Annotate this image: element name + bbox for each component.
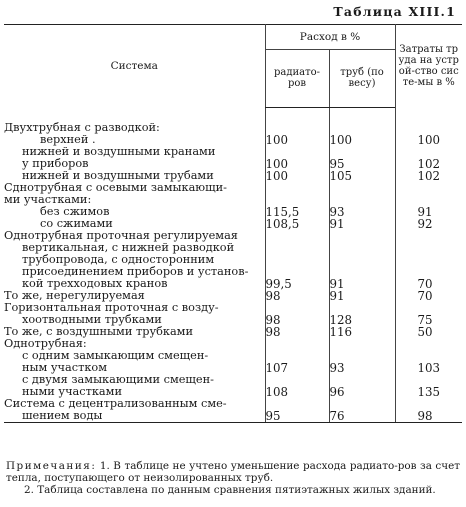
value-radiators — [265, 350, 329, 362]
value-pipes: 96 — [329, 386, 395, 398]
row-label-cell — [4, 158, 265, 170]
table-row — [4, 326, 462, 338]
row-label-cell — [4, 302, 265, 314]
row-label-cell — [4, 194, 265, 206]
row-label-cell — [4, 230, 265, 242]
row-label-cell — [4, 218, 265, 230]
value-labor — [395, 338, 462, 350]
value-pipes — [329, 254, 395, 266]
table-row — [4, 362, 462, 374]
table-row — [4, 254, 462, 266]
row-label-cell — [4, 290, 265, 302]
row-label: со сжимами — [40, 216, 113, 230]
value-pipes: 93 — [329, 206, 395, 218]
row-label: Однотрубная: — [4, 336, 87, 350]
row-label: шением воды — [22, 408, 103, 422]
value-radiators: 99,5 — [265, 278, 329, 290]
value-radiators — [265, 122, 329, 134]
row-label: ми участками: — [4, 192, 92, 206]
table-row — [4, 374, 462, 386]
value-radiators — [265, 374, 329, 386]
value-radiators: 95 — [265, 410, 329, 423]
value-radiators — [265, 338, 329, 350]
value-labor: 98 — [395, 410, 462, 423]
value-radiators — [265, 194, 329, 206]
value-labor — [395, 350, 462, 362]
value-radiators — [265, 242, 329, 254]
note-2: 2. Таблица составлена по данным сравнения пятиэтажных жилых зданий. — [24, 484, 436, 496]
table-row — [4, 146, 462, 158]
row-label-cell — [4, 338, 265, 350]
value-pipes: 91 — [329, 218, 395, 230]
value-pipes — [329, 122, 395, 134]
value-pipes: 100 — [329, 134, 395, 146]
value-pipes — [329, 398, 395, 410]
value-pipes: 116 — [329, 326, 395, 338]
value-labor — [395, 194, 462, 206]
value-radiators: 108,5 — [265, 218, 329, 230]
row-label-cell — [4, 386, 265, 398]
row-label-cell — [4, 374, 265, 386]
header-labor-text: Затраты труда на устрой-ство систе-мы в % — [398, 44, 459, 88]
table-row — [4, 158, 462, 170]
row-label-cell — [4, 170, 265, 182]
table-row — [4, 218, 462, 230]
table-label: Таблица XIII.1 — [333, 4, 456, 19]
row-label: Однотрубная проточная регулируемая — [4, 228, 238, 242]
value-pipes — [329, 350, 395, 362]
value-pipes — [329, 194, 395, 206]
value-labor — [395, 302, 462, 314]
value-pipes: 91 — [329, 278, 395, 290]
table-body — [4, 107, 462, 422]
value-labor: 103 — [395, 362, 462, 374]
row-label-cell — [4, 122, 265, 134]
header-labor — [395, 25, 462, 108]
row-label: у приборов — [22, 156, 89, 170]
value-radiators — [265, 398, 329, 410]
row-label: То же, нерегулируемая — [4, 288, 145, 302]
value-labor: 102 — [395, 170, 462, 182]
row-label-cell — [4, 326, 265, 338]
header-system: Система — [110, 59, 158, 72]
value-labor: 91 — [395, 206, 462, 218]
row-label: верхней . — [40, 132, 96, 146]
table-row — [4, 194, 462, 206]
notes — [6, 460, 460, 496]
value-radiators — [265, 146, 329, 158]
table-row — [4, 338, 462, 350]
header-radiators-text: радиато-ров — [273, 67, 321, 90]
row-label-cell — [4, 398, 265, 410]
table-row — [4, 230, 462, 242]
table-row — [4, 206, 462, 218]
value-radiators: 115,5 — [265, 206, 329, 218]
value-radiators — [265, 182, 329, 194]
row-label: ными участками — [22, 384, 122, 398]
value-pipes — [329, 146, 395, 158]
value-pipes: 93 — [329, 362, 395, 374]
table-row — [4, 134, 462, 146]
row-label-cell — [4, 266, 265, 278]
row-label: с одним замыкающим смещен- — [22, 348, 209, 362]
row-label-cell — [4, 146, 265, 158]
data-table — [4, 24, 462, 423]
value-radiators: 98 — [265, 326, 329, 338]
value-pipes: 76 — [329, 410, 395, 423]
row-label-cell — [4, 362, 265, 374]
table-row — [4, 350, 462, 362]
value-labor — [395, 266, 462, 278]
table-row — [4, 242, 462, 254]
value-pipes — [329, 182, 395, 194]
row-label-cell — [4, 350, 265, 362]
value-pipes: 91 — [329, 290, 395, 302]
value-labor: 102 — [395, 158, 462, 170]
row-label-cell — [4, 278, 265, 290]
value-radiators: 100 — [265, 170, 329, 182]
row-label: Система с децентрализованным сме- — [4, 396, 227, 410]
value-radiators — [265, 302, 329, 314]
table-row — [4, 386, 462, 398]
value-pipes — [329, 266, 395, 278]
value-pipes: 95 — [329, 158, 395, 170]
value-radiators — [265, 254, 329, 266]
value-radiators: 100 — [265, 134, 329, 146]
value-labor: 70 — [395, 278, 462, 290]
table-row — [4, 122, 462, 134]
table-row — [4, 398, 462, 410]
value-radiators — [265, 230, 329, 242]
row-label: вертикальная, с нижней разводкой — [22, 240, 235, 254]
row-label: трубопровода, с односторонним — [22, 252, 215, 266]
row-label-cell — [4, 314, 265, 326]
row-label-cell — [4, 242, 265, 254]
table-row — [4, 278, 462, 290]
header-pipes — [329, 50, 395, 107]
row-label: хоотводными трубками — [22, 312, 162, 326]
spacer-row — [4, 107, 462, 122]
note-1-text: 1. В таблице не учтено уменьшение расхода радиато-ров за счет тепла, поступающего от неизолированных труб. — [6, 460, 460, 484]
row-label-cell — [4, 134, 265, 146]
value-labor — [395, 122, 462, 134]
value-pipes — [329, 338, 395, 350]
value-pipes: 128 — [329, 314, 395, 326]
note-1 — [6, 460, 460, 484]
row-label-cell — [4, 410, 265, 423]
header-pipes-text: труб (по весу) — [340, 67, 384, 90]
row-label: Сднотрубная с осевыми замыкающи- — [4, 180, 227, 194]
value-labor — [395, 242, 462, 254]
value-labor — [395, 254, 462, 266]
row-label-cell — [4, 254, 265, 266]
value-pipes: 105 — [329, 170, 395, 182]
value-labor — [395, 146, 462, 158]
table-row — [4, 302, 462, 314]
table-row — [4, 410, 462, 423]
value-labor — [395, 182, 462, 194]
value-labor: 50 — [395, 326, 462, 338]
value-pipes — [329, 302, 395, 314]
value-labor: 92 — [395, 218, 462, 230]
value-labor: 75 — [395, 314, 462, 326]
table-row — [4, 314, 462, 326]
row-label: То же, с воздушными трубками — [4, 324, 194, 338]
table-row — [4, 182, 462, 194]
header-radiators — [265, 50, 329, 107]
value-pipes — [329, 374, 395, 386]
row-label: Горизонтальная проточная с возду- — [4, 300, 219, 314]
table-row — [4, 290, 462, 302]
value-labor: 70 — [395, 290, 462, 302]
row-label: кой трехходовых кранов — [22, 276, 168, 290]
row-label: с двумя замыкающими смещен- — [22, 372, 214, 386]
value-labor: 100 — [395, 134, 462, 146]
value-pipes — [329, 230, 395, 242]
row-label: нижней и воздушными кранами — [22, 144, 216, 158]
row-label-cell — [4, 182, 265, 194]
value-radiators: 100 — [265, 158, 329, 170]
value-radiators — [265, 266, 329, 278]
table-row — [4, 266, 462, 278]
value-labor: 135 — [395, 386, 462, 398]
notes-lead: Примечания: — [6, 460, 97, 472]
value-radiators: 98 — [265, 290, 329, 302]
row-label-cell — [4, 206, 265, 218]
value-radiators: 98 — [265, 314, 329, 326]
value-labor — [395, 230, 462, 242]
value-pipes — [329, 242, 395, 254]
value-radiators: 108 — [265, 386, 329, 398]
value-labor — [395, 374, 462, 386]
row-label: присоединением приборов и установ- — [22, 264, 249, 278]
row-label: без сжимов — [40, 204, 110, 218]
value-labor — [395, 398, 462, 410]
header-flow-group: Расход в % — [265, 25, 395, 50]
row-label: Двухтрубная с разводкой: — [4, 120, 160, 134]
table-row — [4, 170, 462, 182]
row-label: ным участком — [22, 360, 107, 374]
value-radiators: 107 — [265, 362, 329, 374]
row-label: нижней и воздушными трубами — [22, 168, 214, 182]
